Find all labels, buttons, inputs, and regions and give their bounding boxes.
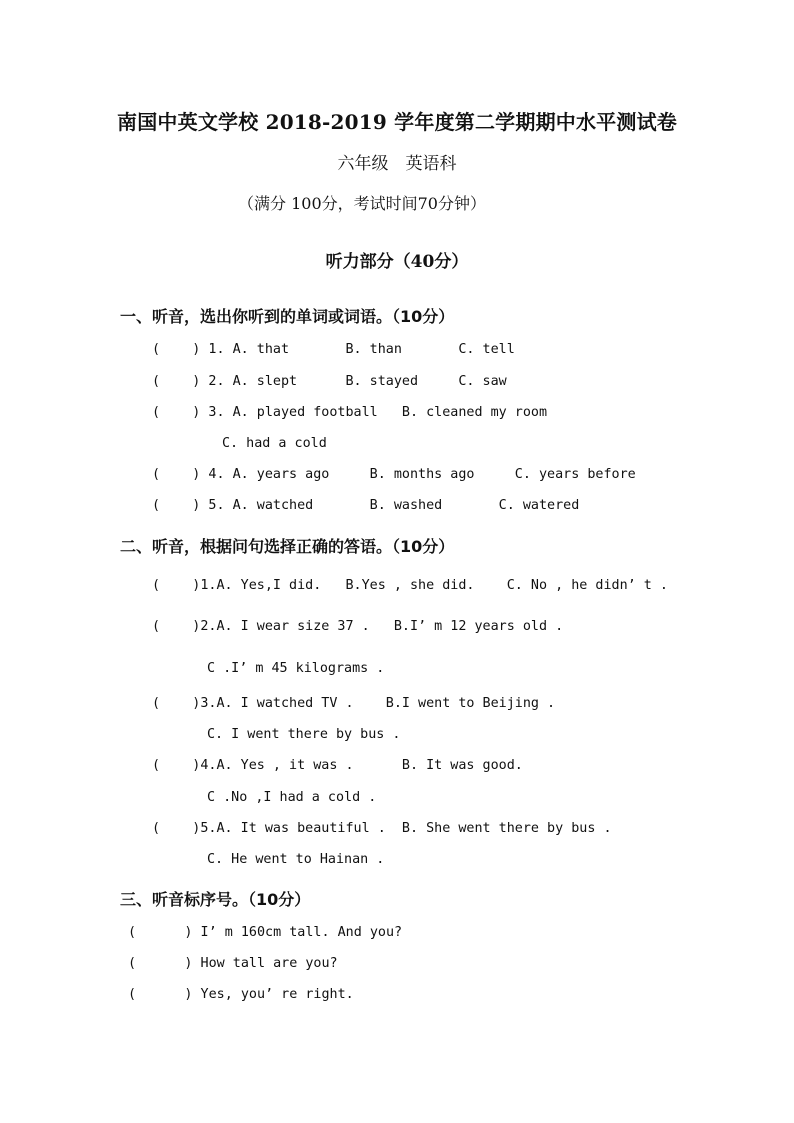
- s2-question-3-option-c: C. I went there by bus .: [207, 727, 401, 742]
- s1-question-5: ( ) 5. A. watched B. washed C. watered: [152, 498, 580, 513]
- s2-question-5: ( )5.A. It was beautiful . B. She went there by bus .: [152, 821, 612, 836]
- s1-question-3-option-c: C. had a cold: [222, 436, 327, 451]
- s1-question-4: ( ) 4. A. years ago B. months ago C. years before: [152, 467, 636, 482]
- s2-question-4: ( )4.A. Yes , it was . B. It was good.: [152, 758, 523, 773]
- score-time-note: （满分 100分，考试时间70分钟）: [238, 194, 486, 213]
- s3-line-1: ( ) I’ m 160cm tall. And you?: [128, 925, 403, 940]
- s2-question-5-option-c: C. He went to Hainan .: [207, 852, 385, 867]
- listening-part-heading: 听力部分（40分）: [325, 252, 469, 272]
- s2-question-4-option-c: C .No ,I had a cold .: [207, 790, 377, 805]
- s2-question-3: ( )3.A. I watched TV . B.I went to Beijing .: [152, 696, 556, 711]
- s2-question-1: ( )1.A. Yes,I did. B.Yes , she did. C. No , he didn’ t .: [152, 578, 668, 593]
- s1-question-3: ( ) 3. A. played football B. cleaned my room: [152, 405, 548, 420]
- section-2-heading: 二、听音，根据问句选择正确的答语。（10分）: [120, 537, 455, 556]
- s1-question-2: ( ) 2. A. slept B. stayed C. saw: [152, 374, 507, 389]
- section-3-heading: 三、听音标序号。（10分）: [120, 890, 311, 909]
- s1-question-1: ( ) 1. A. that B. than C. tell: [152, 342, 515, 357]
- s3-line-2: ( ) How tall are you?: [128, 956, 338, 971]
- s2-question-2-option-c: C .I’ m 45 kilograms .: [207, 661, 385, 676]
- grade-subject: 六年级 英语科: [337, 154, 457, 174]
- s3-line-3: ( ) Yes, you’ re right.: [128, 987, 354, 1002]
- s2-question-2: ( )2.A. I wear size 37 . B.I’ m 12 years old .: [152, 619, 564, 634]
- page-title: 南国中英文学校 2018-2019 学年度第二学期期中水平测试卷: [117, 110, 677, 134]
- section-1-heading: 一、听音，选出你听到的单词或词语。（10分）: [120, 307, 455, 326]
